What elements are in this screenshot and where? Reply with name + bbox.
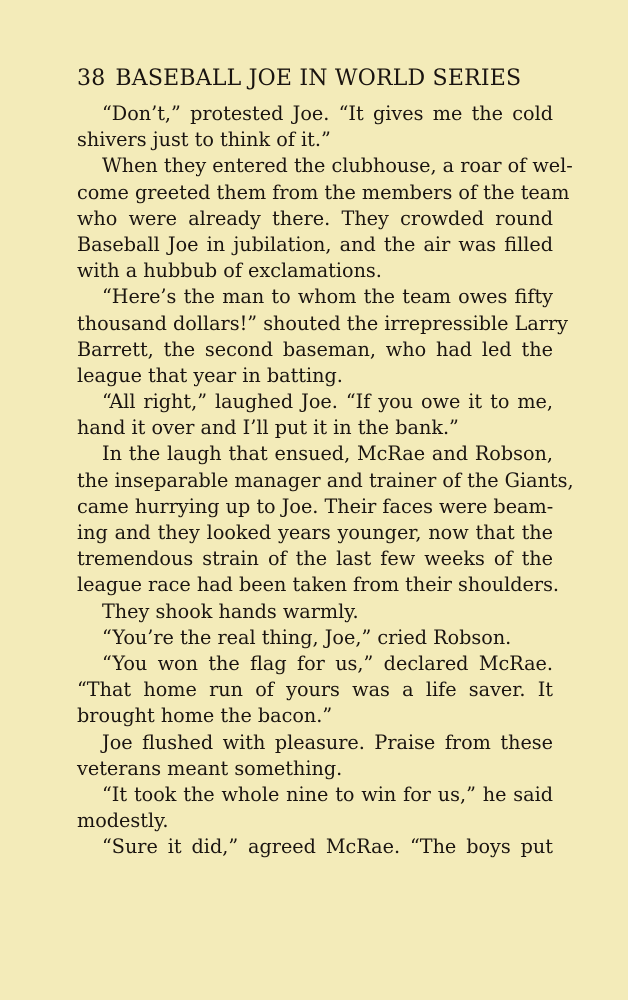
text-line: hand it over and I’ll put it in the bank.” <box>77 416 459 440</box>
text-line: thousand dollars!” shouted the irrepressible Larry <box>77 311 568 335</box>
text-line: “Don’t,” protested Joe. “It gives me the cold <box>102 102 553 125</box>
text-line: come greeted them from the members of the team <box>77 180 570 204</box>
text-line: ing and they looked years younger, now that the <box>77 521 553 544</box>
text-line: league race had been taken from their shoulders. <box>77 573 560 597</box>
text-line: veterans meant something. <box>77 756 343 780</box>
page-number: 38 <box>77 66 106 91</box>
text-line: the inseparable manager and trainer of the Giants, <box>77 468 574 492</box>
text-line: came hurrying up to Joe. Their faces were beam- <box>77 494 554 518</box>
text-line: “Sure it did,” agreed McRae. “The boys put <box>102 835 553 859</box>
text-line: “You’re the real thing, Joe,” cried Robson. <box>102 625 512 649</box>
text-line: Joe flushed with pleasure. Praise from these <box>102 730 553 754</box>
text-line: “You won the flag for us,” declared McRae. <box>102 651 553 675</box>
running-title: BASEBALL JOE IN WORLD SERIES <box>115 66 522 91</box>
text-line: “Here’s the man to whom the team owes fifty <box>102 285 553 309</box>
text-line: shivers just to think of it.” <box>77 128 331 152</box>
body-text <box>77 101 574 860</box>
text-line: modestly. <box>77 809 169 833</box>
text-line: “It took the whole nine to win for us,” he said <box>102 782 553 806</box>
text-line: “All right,” laughed Joe. “If you owe it to me, <box>102 390 553 414</box>
text-line: They shook hands warmly. <box>102 599 359 623</box>
text-line: tremendous strain of the last few weeks of the <box>77 547 553 571</box>
text-line: Barrett, the second baseman, who had led the <box>77 337 553 361</box>
text-line: brought home the bacon.” <box>77 704 333 728</box>
text-line: with a hubbub of exclamations. <box>77 259 382 283</box>
running-header <box>77 64 557 94</box>
text-line: In the laugh that ensued, McRae and Robson, <box>102 442 553 466</box>
text-line: who were already there. They crowded round <box>77 206 553 230</box>
text-line: league that year in batting. <box>77 363 343 387</box>
text-line: Baseball Joe in jubilation, and the air was filled <box>77 232 553 256</box>
text-line: “That home run of yours was a life saver. It <box>77 678 553 702</box>
text-line: When they entered the clubhouse, a roar of wel- <box>102 154 573 178</box>
